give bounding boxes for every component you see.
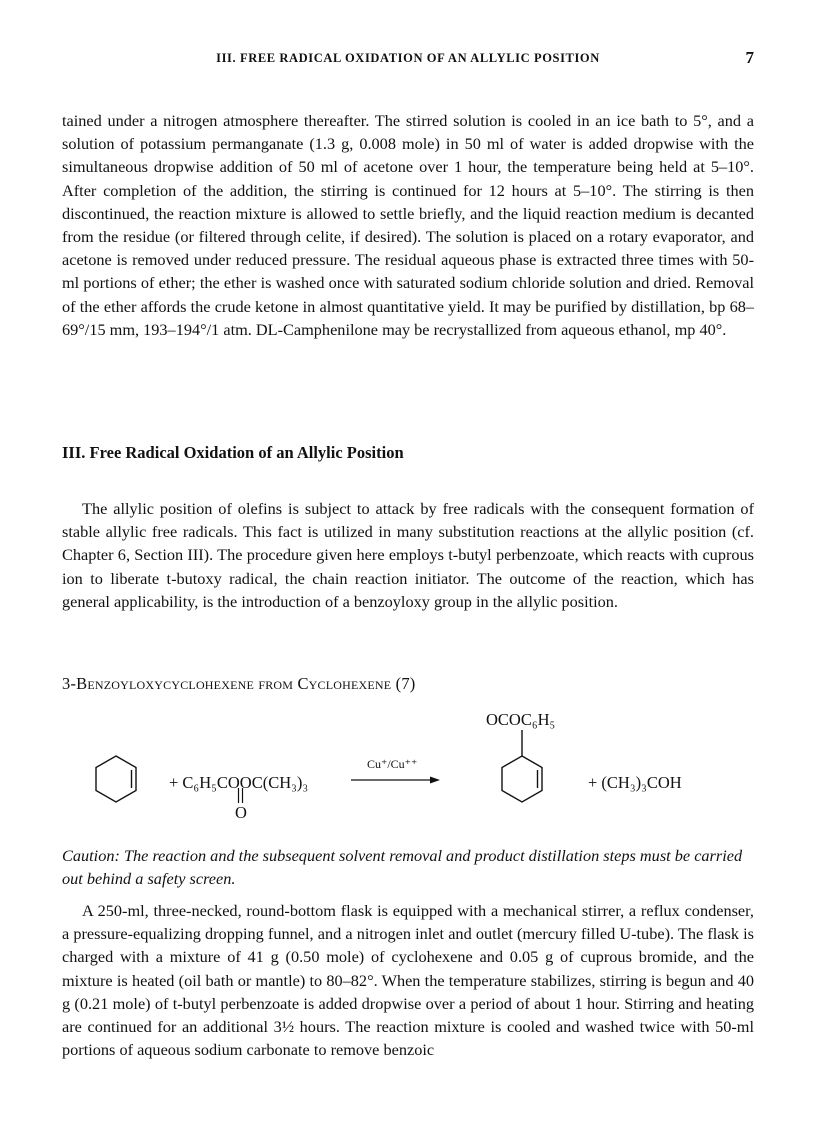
section-heading: III. Free Radical Oxidation of an Allylic Position [62,443,404,462]
product-cyclohexene-structure [502,730,542,802]
product-substituent: OCOC₆H₅ [486,710,556,729]
catalyst-label: Cu⁺/Cu⁺⁺ [367,757,418,771]
continuation-paragraph: tained under a nitrogen atmosphere thereafter. The stirred solution is cooled in an ice bath to 5°, and a solution of potassium permanganate (1.3 g, 0.008 mole) in 50 ml of water is added dropwise with the simultaneous dropwise addition of 50 ml of acetone over 1 hour, the temperature being held at 5–10°. After completion of the addition, the stirring is continued for 12 hours at 5–10°. The stirring is then discontinued, the reaction mixture is allowed to settle briefly, and the liquid reaction medium is decanted from the residue (or filtered through celite, if desired). The solution is placed on a rotary evaporator, and acetone is removed under reduced pressure. The residual aqueous phase is extracted three times with 50-ml portions of ether; the ether is washed once with saturated sodium chloride solution and dried. Removal of the ether affords the crude ketone in almost quantitative yield. It may be purified by distillation, bp 68–69°/15 mm, 193–194°/1 atm. DL-Camphenilone may be recrystallized from aqueous ethanol, mp 40°. [62,111,754,339]
running-title: III. FREE RADICAL OXIDATION OF AN ALLYLIC POSITION [216,51,600,65]
byproduct-formula: + (CH₃)₃COH [588,773,682,792]
reaction-scheme [62,700,754,830]
intro-paragraph: The allylic position of olefins is subject to attack by free radicals with the consequent formation of stable allylic free radicals. This fact is utilized in many substitution reactions at the allylic position (cf. Chapter 6, Section III). The procedure given here employs t-butyl perbenzoate, which reacts with cuprous ion to liberate t-butoxy radical, the chain reaction initiator. The outcome of the reaction, which has general applicability, is the introduction of a benzoyloxy group in the allylic position. [62,499,754,611]
reagent-formula: + C₆H₅COOC(CH₃)₃ [169,773,309,792]
reagent-carbonyl-oxygen: O [235,803,247,822]
running-head [62,48,754,70]
reaction-arrow [351,777,440,784]
caution-note: Caution: The reaction and the subsequent solvent removal and product distillation steps must be carried out behind a safety screen. [62,846,743,889]
page-number: 7 [745,48,754,67]
preparation-title: 3-Benzoyloxycyclohexene from Cyclohexene (7) [62,674,416,693]
cyclohexene-structure [96,756,136,802]
procedure-paragraph: A 250-ml, three-necked, round-bottom flask is equipped with a mechanical stirrer, a reflux condenser, a pressure-equalizing dropping funnel, and a nitrogen inlet and outlet (mercury filled U-tube). The flask is charged with a mixture of 41 g (0.50 mole) of cyclohexene and 0.05 g of cuprous bromide, and the mixture is heated (oil bath or mantle) to 80–82°. When the temperature stabilizes, stirring is begun and 40 g (0.21 mole) of t-butyl perbenzoate is added dropwise over a period of about 1 hour. Stirring and heating are continued for an additional 3½ hours. The reaction mixture is cooled and washed twice with 50-ml portions of aqueous sodium carbonate to remove benzoic [62,901,754,1060]
